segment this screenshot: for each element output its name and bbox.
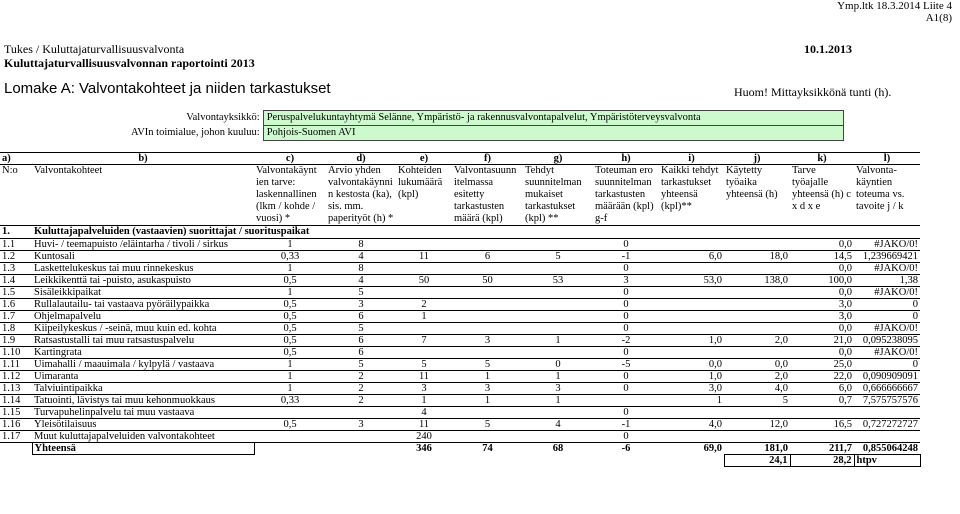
cell-e[interactable]: 11 (396, 371, 452, 383)
cell-g[interactable]: 1 (523, 395, 593, 407)
cell-f[interactable]: 3 (452, 383, 523, 395)
cell-k: 6,0 (790, 383, 854, 395)
column-letter: b) (32, 153, 254, 165)
cell-f[interactable]: 6 (452, 251, 523, 263)
cell-c: 0,33 (254, 251, 326, 263)
cell-d: 8 (326, 263, 396, 275)
cell-c: 1 (254, 359, 326, 371)
row-name: Talviuintipaikka (32, 383, 254, 395)
table-row (0, 395, 920, 407)
cell-f[interactable] (452, 311, 523, 323)
table-row (0, 239, 920, 251)
avi-value[interactable]: Pohjois-Suomen AVI (263, 126, 843, 141)
row-number: 1.8 (0, 323, 32, 335)
cell-j[interactable]: 2,0 (724, 335, 790, 347)
htpv-unit: htpv (854, 455, 920, 467)
cell-h: 0 (593, 263, 659, 275)
cell-k: 3,0 (790, 299, 854, 311)
cell-h: 0 (593, 347, 659, 359)
cell-l (854, 431, 920, 443)
total-tyoaika: 181,0 (724, 443, 790, 455)
cell-g[interactable] (523, 323, 593, 335)
row-number: 1.11 (0, 359, 32, 371)
column-letter: e) (396, 153, 452, 165)
cell-h (593, 395, 659, 407)
report-subtitle: Kuluttajaturvallisuusvalvonnan raportointi 2013 (4, 56, 255, 70)
row-number: 1.6 (0, 299, 32, 311)
cell-c: 1 (254, 263, 326, 275)
table-row (0, 251, 920, 263)
cell-h: -2 (593, 335, 659, 347)
row-number: 1.17 (0, 431, 32, 443)
row-number: 1.4 (0, 275, 32, 287)
cell-e[interactable]: 240 (396, 431, 452, 443)
cell-g[interactable] (523, 347, 593, 359)
cell-j[interactable] (724, 347, 790, 359)
cell-e[interactable]: 7 (396, 335, 452, 347)
cell-l: #JAKO/0! (854, 287, 920, 299)
row-name: Leikkikenttä tai -puisto, asukaspuisto (32, 275, 254, 287)
cell-j[interactable] (724, 311, 790, 323)
table-row (0, 323, 920, 335)
cell-c: 0,5 (254, 419, 326, 431)
column-letter: a) (0, 153, 32, 165)
cell-h: 0 (593, 299, 659, 311)
cell-h: 0 (593, 323, 659, 335)
cell-j[interactable]: 2,0 (724, 371, 790, 383)
cell-j[interactable] (724, 323, 790, 335)
cell-l (854, 407, 920, 419)
cell-l: #JAKO/0! (854, 323, 920, 335)
cell-i (659, 323, 724, 335)
total-tarve: 211,7 (790, 443, 854, 455)
report-date: 10.1.2013 (804, 42, 852, 56)
cell-h: -5 (593, 359, 659, 371)
row-name: Yleisötilaisuus (32, 419, 254, 431)
cell-g[interactable] (523, 431, 593, 443)
column-header: Käytetty työaika yhteensä (h) (724, 165, 790, 226)
column-letter: j) (724, 153, 790, 165)
row-number: 1.2 (0, 251, 32, 263)
cell-f[interactable] (452, 263, 523, 275)
cell-e[interactable]: 1 (396, 311, 452, 323)
reference-line-1: Ymp.ltk 18.3.2014 Liite 4 (837, 0, 952, 12)
cell-i (659, 431, 724, 443)
cell-f[interactable] (452, 431, 523, 443)
section-number: 1. (0, 226, 32, 239)
cell-i: 3,0 (659, 383, 724, 395)
cell-e[interactable]: 3 (396, 383, 452, 395)
cell-j[interactable]: 12,0 (724, 419, 790, 431)
row-number: 1.16 (0, 419, 32, 431)
cell-d: 2 (326, 383, 396, 395)
row-number: 1.9 (0, 335, 32, 347)
reference-line-2: A1(8) (925, 12, 952, 24)
row-number: 1.5 (0, 287, 32, 299)
column-header: Arvio yhden valvontakäynni n kestosta (ka), sis. mm. paperityöt (h) * (326, 165, 396, 226)
cell-d: 6 (326, 335, 396, 347)
cell-k: 0,0 (790, 347, 854, 359)
cell-i (659, 347, 724, 359)
row-name: Tatuointi, lävistys tai muu kehonmuokkaus (32, 395, 254, 407)
cell-e[interactable]: 1 (396, 395, 452, 407)
row-number: 1.1 (0, 239, 32, 251)
cell-k: 14,5 (790, 251, 854, 263)
cell-i: 1,0 (659, 371, 724, 383)
cell-i: 4,0 (659, 419, 724, 431)
valvontakohteet-table (0, 152, 921, 467)
cell-l: 0,095238095 (854, 335, 920, 347)
cell-c: 0,5 (254, 335, 326, 347)
column-header: Tehdyt suunnitelman mukaiset tarkastukset (kpl) ** (523, 165, 593, 226)
cell-i: 6,0 (659, 251, 724, 263)
cell-k: 0,0 (790, 287, 854, 299)
cell-d: 2 (326, 395, 396, 407)
table-row (0, 371, 920, 383)
row-name: Ratsastustalli tai muu ratsastuspalvelu (32, 335, 254, 347)
cell-h: 0 (593, 383, 659, 395)
cell-g[interactable]: 0 (523, 359, 593, 371)
cell-d (326, 407, 396, 419)
cell-k: 16,5 (790, 419, 854, 431)
cell-f[interactable] (452, 407, 523, 419)
cell-e[interactable] (396, 287, 452, 299)
total-suunniteltu: 74 (452, 443, 523, 455)
cell-d: 6 (326, 347, 396, 359)
cell-k: 25,0 (790, 359, 854, 371)
cell-l: #JAKO/0! (854, 347, 920, 359)
row-name: Sisäleikkipaikat (32, 287, 254, 299)
cell-f[interactable]: 50 (452, 275, 523, 287)
cell-i (659, 311, 724, 323)
cell-k: 0,7 (790, 395, 854, 407)
row-name: Huvi- / teemapuisto /eläintarha / tivoli / sirkus (32, 239, 254, 251)
cell-k: 0,0 (790, 263, 854, 275)
column-letter: i) (659, 153, 724, 165)
cell-f[interactable]: 3 (452, 335, 523, 347)
column-header: Valvontasuunn itelmassa esitetty tarkastusten määrä (kpl) (452, 165, 523, 226)
section-title: Kuluttajapalveluiden (vastaavien) suorittajat / suorituspaikat (32, 226, 396, 239)
column-letter-row (0, 153, 920, 165)
column-letter: d) (326, 153, 396, 165)
cell-c: 0,33 (254, 395, 326, 407)
valvontayksikko-table (128, 110, 844, 141)
column-header: Kohteiden lukumäärä (kpl) (396, 165, 452, 226)
cell-g[interactable] (523, 263, 593, 275)
total-kohteet: 346 (396, 443, 452, 455)
cell-f[interactable] (452, 347, 523, 359)
cell-j[interactable] (724, 287, 790, 299)
cell-i: 53,0 (659, 275, 724, 287)
cell-l: 1,239669421 (854, 251, 920, 263)
row-name: Kuntosali (32, 251, 254, 263)
cell-c: 0,5 (254, 347, 326, 359)
cell-l: 0,666666667 (854, 383, 920, 395)
cell-d: 5 (326, 287, 396, 299)
cell-f[interactable] (452, 239, 523, 251)
column-letter: g) (523, 153, 593, 165)
cell-f[interactable]: 5 (452, 359, 523, 371)
column-header: Toteuman ero suunnitelman tarkastusten määrään (kpl) g-f (593, 165, 659, 226)
cell-d: 2 (326, 371, 396, 383)
cell-j[interactable] (724, 299, 790, 311)
row-name: Uimahalli / maauimala / kylpylä / vastaava (32, 359, 254, 371)
cell-l: 0 (854, 311, 920, 323)
row-name: Rullalautailu- tai vastaava pyöräilypaikka (32, 299, 254, 311)
cell-k (790, 407, 854, 419)
column-header: Valvonta-käyntien toteuma vs. tavoite j / k (854, 165, 920, 226)
total-toteuma: 0,855064248 (854, 443, 920, 455)
cell-i (659, 407, 724, 419)
cell-f[interactable]: 1 (452, 371, 523, 383)
cell-j[interactable]: 5 (724, 395, 790, 407)
cell-g[interactable]: 53 (523, 275, 593, 287)
total-kaikki: 69,0 (659, 443, 724, 455)
table-row (0, 347, 920, 359)
cell-l: 1,38 (854, 275, 920, 287)
cell-g[interactable]: 1 (523, 371, 593, 383)
cell-g[interactable] (523, 287, 593, 299)
column-header-row (0, 165, 920, 226)
cell-d: 3 (326, 299, 396, 311)
cell-f[interactable] (452, 299, 523, 311)
cell-c: 0,5 (254, 323, 326, 335)
table-row (0, 335, 920, 347)
section-row (0, 226, 920, 239)
cell-j[interactable] (724, 263, 790, 275)
cell-e[interactable]: 50 (396, 275, 452, 287)
cell-f[interactable] (452, 323, 523, 335)
cell-k: 0,0 (790, 323, 854, 335)
cell-g[interactable]: 4 (523, 419, 593, 431)
cell-l: 0 (854, 299, 920, 311)
cell-g[interactable] (523, 311, 593, 323)
htpv-row (0, 455, 920, 467)
cell-c: 0,5 (254, 275, 326, 287)
row-number: 1.13 (0, 383, 32, 395)
cell-c: 1 (254, 287, 326, 299)
unit-label: Valvontayksikkö: (186, 112, 260, 123)
cell-j[interactable] (724, 407, 790, 419)
avi-label: AVIn toimialue, johon kuuluu: (131, 127, 260, 138)
cell-j[interactable] (724, 431, 790, 443)
total-tehdyt: 68 (523, 443, 593, 455)
cell-l: #JAKO/0! (854, 239, 920, 251)
row-name: Uimaranta (32, 371, 254, 383)
row-name: Ohjelmapalvelu (32, 311, 254, 323)
cell-h: 0 (593, 239, 659, 251)
cell-l: 7,575757576 (854, 395, 920, 407)
cell-k: 21,0 (790, 335, 854, 347)
cell-j[interactable]: 138,0 (724, 275, 790, 287)
cell-i (659, 239, 724, 251)
cell-g[interactable]: 5 (523, 251, 593, 263)
cell-l: 0,727272727 (854, 419, 920, 431)
row-name: Muut kuluttajapalveluiden valvontakohteet (32, 431, 254, 443)
table-row (0, 359, 920, 371)
cell-d (326, 431, 396, 443)
row-number: 1.10 (0, 347, 32, 359)
cell-d: 6 (326, 311, 396, 323)
cell-j[interactable]: 4,0 (724, 383, 790, 395)
cell-j[interactable] (724, 239, 790, 251)
unit-value[interactable]: Peruspalvelukuntayhtymä Selänne, Ympäristö- ja rakennusvalvontapalvelut, Ympäristöterveysvalvonta (263, 111, 843, 126)
cell-h: 0 (593, 371, 659, 383)
column-letter: l) (854, 153, 920, 165)
column-letter: c) (254, 153, 326, 165)
column-header: Tarve työajalle yhteensä (h) c x d x e (790, 165, 854, 226)
cell-d: 5 (326, 359, 396, 371)
total-ero: -6 (593, 443, 659, 455)
table-row (0, 431, 920, 443)
cell-f[interactable]: 1 (452, 395, 523, 407)
cell-i: 1 (659, 395, 724, 407)
htpv-tyoaika: 24,1 (724, 455, 790, 467)
row-name: Kartingrata (32, 347, 254, 359)
unit-note: Huom! Mittayksikkönä tunti (h). (734, 85, 892, 99)
cell-e[interactable] (396, 323, 452, 335)
cell-c: 0,5 (254, 299, 326, 311)
cell-e[interactable]: 5 (396, 359, 452, 371)
htpv-tarve: 28,2 (790, 455, 854, 467)
cell-l: 0 (854, 359, 920, 371)
column-header: Valvontakohteet (32, 165, 254, 226)
cell-g[interactable] (523, 407, 593, 419)
table-row (0, 275, 920, 287)
cell-d: 8 (326, 239, 396, 251)
column-letter: k) (790, 153, 854, 165)
row-name: Laskettelukeskus tai muu rinnekeskus (32, 263, 254, 275)
cell-e[interactable]: 4 (396, 407, 452, 419)
cell-h: 0 (593, 311, 659, 323)
cell-e[interactable]: 11 (396, 419, 452, 431)
cell-k: 22,0 (790, 371, 854, 383)
cell-f[interactable] (452, 287, 523, 299)
cell-c: 1 (254, 239, 326, 251)
row-name: Kiipeilykeskus / -seinä, muu kuin ed. kohta (32, 323, 254, 335)
table-row (0, 419, 920, 431)
cell-k: 0,0 (790, 239, 854, 251)
cell-c: 1 (254, 383, 326, 395)
table-row (0, 287, 920, 299)
cell-h: 0 (593, 431, 659, 443)
cell-i: 1,0 (659, 335, 724, 347)
cell-l: 0,090909091 (854, 371, 920, 383)
cell-f[interactable]: 5 (452, 419, 523, 431)
cell-g[interactable] (523, 239, 593, 251)
total-label: Yhteensä (32, 443, 254, 455)
column-header: Kaikki tehdyt tarkastukset yhteensä (kpl)** (659, 165, 724, 226)
table-row (0, 311, 920, 323)
cell-h: -1 (593, 251, 659, 263)
table-row (0, 383, 920, 395)
cell-d: 4 (326, 251, 396, 263)
total-row (0, 443, 920, 455)
cell-e[interactable]: 2 (396, 299, 452, 311)
row-number: 1.3 (0, 263, 32, 275)
row-number: 1.7 (0, 311, 32, 323)
cell-c: 0,5 (254, 311, 326, 323)
cell-e[interactable] (396, 239, 452, 251)
row-number: 1.15 (0, 407, 32, 419)
cell-g[interactable]: 1 (523, 335, 593, 347)
cell-c (254, 431, 326, 443)
cell-j[interactable]: 0,0 (724, 359, 790, 371)
cell-i (659, 299, 724, 311)
cell-e[interactable] (396, 347, 452, 359)
table-body (0, 239, 920, 443)
row-number: 1.12 (0, 371, 32, 383)
table-row (0, 299, 920, 311)
column-letter: h) (593, 153, 659, 165)
row-name: Turvapuhelinpalvelu tai muu vastaava (32, 407, 254, 419)
row-number: 1.14 (0, 395, 32, 407)
cell-l: #JAKO/0! (854, 263, 920, 275)
cell-c: 1 (254, 371, 326, 383)
cell-i (659, 263, 724, 275)
cell-h: 0 (593, 407, 659, 419)
cell-d: 5 (326, 323, 396, 335)
cell-h: 3 (593, 275, 659, 287)
column-header: N:o (0, 165, 32, 226)
cell-j[interactable]: 18,0 (724, 251, 790, 263)
cell-k: 3,0 (790, 311, 854, 323)
cell-k: 100,0 (790, 275, 854, 287)
cell-k (790, 431, 854, 443)
cell-i: 0,0 (659, 359, 724, 371)
cell-g[interactable]: 3 (523, 383, 593, 395)
cell-g[interactable] (523, 299, 593, 311)
table-row (0, 263, 920, 275)
cell-d: 4 (326, 275, 396, 287)
cell-c (254, 407, 326, 419)
organization-title: Tukes / Kuluttajaturvallisuusvalvonta (4, 42, 185, 56)
cell-d: 3 (326, 419, 396, 431)
cell-e[interactable]: 11 (396, 251, 452, 263)
cell-i (659, 287, 724, 299)
column-header: Valvontakäynt ien tarve: laskennallinen (lkm / kohde / vuosi) * (254, 165, 326, 226)
form-title: Lomake A: Valvontakohteet ja niiden tarkastukset (4, 80, 331, 97)
column-letter: f) (452, 153, 523, 165)
cell-e[interactable] (396, 263, 452, 275)
table-row (0, 407, 920, 419)
cell-h: -1 (593, 419, 659, 431)
cell-h: 0 (593, 287, 659, 299)
